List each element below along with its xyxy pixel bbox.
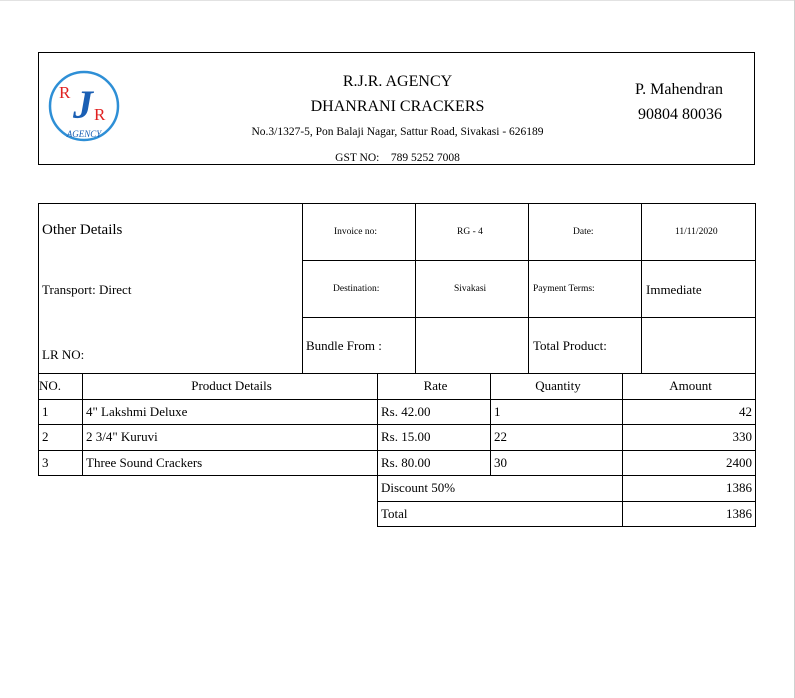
total-row: [39, 501, 756, 527]
row-rate: Rs. 15.00: [378, 425, 491, 451]
table-row: [39, 450, 756, 476]
row-no: 1: [39, 399, 83, 425]
gst-label: GST NO:: [335, 152, 380, 164]
total-label: Total: [378, 501, 623, 527]
svg-text:R: R: [59, 83, 71, 102]
row-amount: 330: [623, 425, 756, 451]
invoice-details: [38, 203, 756, 374]
row-no: 2: [39, 425, 83, 451]
payment-terms-label: Payment Terms:: [533, 284, 595, 294]
row-no: 3: [39, 450, 83, 476]
row-amount: 2400: [623, 450, 756, 476]
table-header-row: [39, 374, 756, 400]
destination-value: Sivakasi: [454, 284, 487, 294]
gst-number: 789 5252 7008: [390, 152, 460, 164]
date-value: 11/11/2020: [675, 227, 718, 237]
row-quantity: 30: [491, 450, 623, 476]
row-quantity: 1: [491, 399, 623, 425]
invoice-no-label: Invoice no:: [334, 227, 378, 237]
empty-cell: [39, 501, 83, 527]
page-top-border: [0, 0, 795, 1]
row-rate: Rs. 80.00: [378, 450, 491, 476]
discount-row: [39, 476, 756, 502]
other-details-heading: Other Details: [42, 222, 123, 238]
discount-value: 1386: [623, 476, 756, 502]
table-row: [39, 399, 756, 425]
divider: [641, 204, 642, 373]
brand-name: DHANRANI CRACKERS: [310, 98, 485, 115]
row-quantity: 22: [491, 425, 623, 451]
row-product: 2 3/4" Kuruvi: [83, 425, 378, 451]
date-label: Date:: [573, 227, 594, 237]
invoice-header: [38, 52, 755, 165]
row-amount: 42: [623, 399, 756, 425]
divider: [415, 204, 416, 373]
bundle-from-label: Bundle From :: [306, 338, 382, 353]
discount-label: Discount 50%: [378, 476, 623, 502]
owner-name: P. Mahendran: [635, 81, 723, 98]
company-address: No.3/1327-5, Pon Balaji Nagar, Sattur Road, Sivakasi - 626189: [251, 126, 544, 138]
gst-line: [39, 152, 756, 164]
svg-text:J: J: [73, 82, 93, 127]
company-name: R.J.R. AGENCY: [342, 73, 453, 90]
header-product: Product Details: [83, 374, 378, 400]
empty-cell: [83, 501, 378, 527]
payment-terms-value: Immediate: [646, 282, 702, 297]
transport-info: Transport: Direct: [42, 282, 132, 297]
svg-text:R: R: [94, 105, 106, 124]
header-rate: Rate: [378, 374, 491, 400]
invoice-no-value: RG - 4: [457, 227, 483, 237]
header-no: NO.: [39, 374, 83, 400]
total-product-label: Total Product:: [533, 338, 607, 353]
svg-text:AGENCY: AGENCY: [66, 129, 102, 139]
header-amount: Amount: [623, 374, 756, 400]
owner-phone: 90804 80036: [638, 106, 722, 123]
product-table: [38, 373, 756, 527]
header-quantity: Quantity: [491, 374, 623, 400]
row-rate: Rs. 42.00: [378, 399, 491, 425]
empty-cell: [83, 476, 378, 502]
destination-label: Destination:: [333, 284, 380, 294]
row-product: 4" Lakshmi Deluxe: [83, 399, 378, 425]
divider: [302, 204, 303, 373]
lr-no-label: LR NO:: [42, 347, 85, 362]
table-row: [39, 425, 756, 451]
empty-cell: [39, 476, 83, 502]
divider: [528, 204, 529, 373]
row-product: Three Sound Crackers: [83, 450, 378, 476]
divider: [303, 260, 755, 261]
divider: [303, 317, 755, 318]
total-value: 1386: [623, 501, 756, 527]
